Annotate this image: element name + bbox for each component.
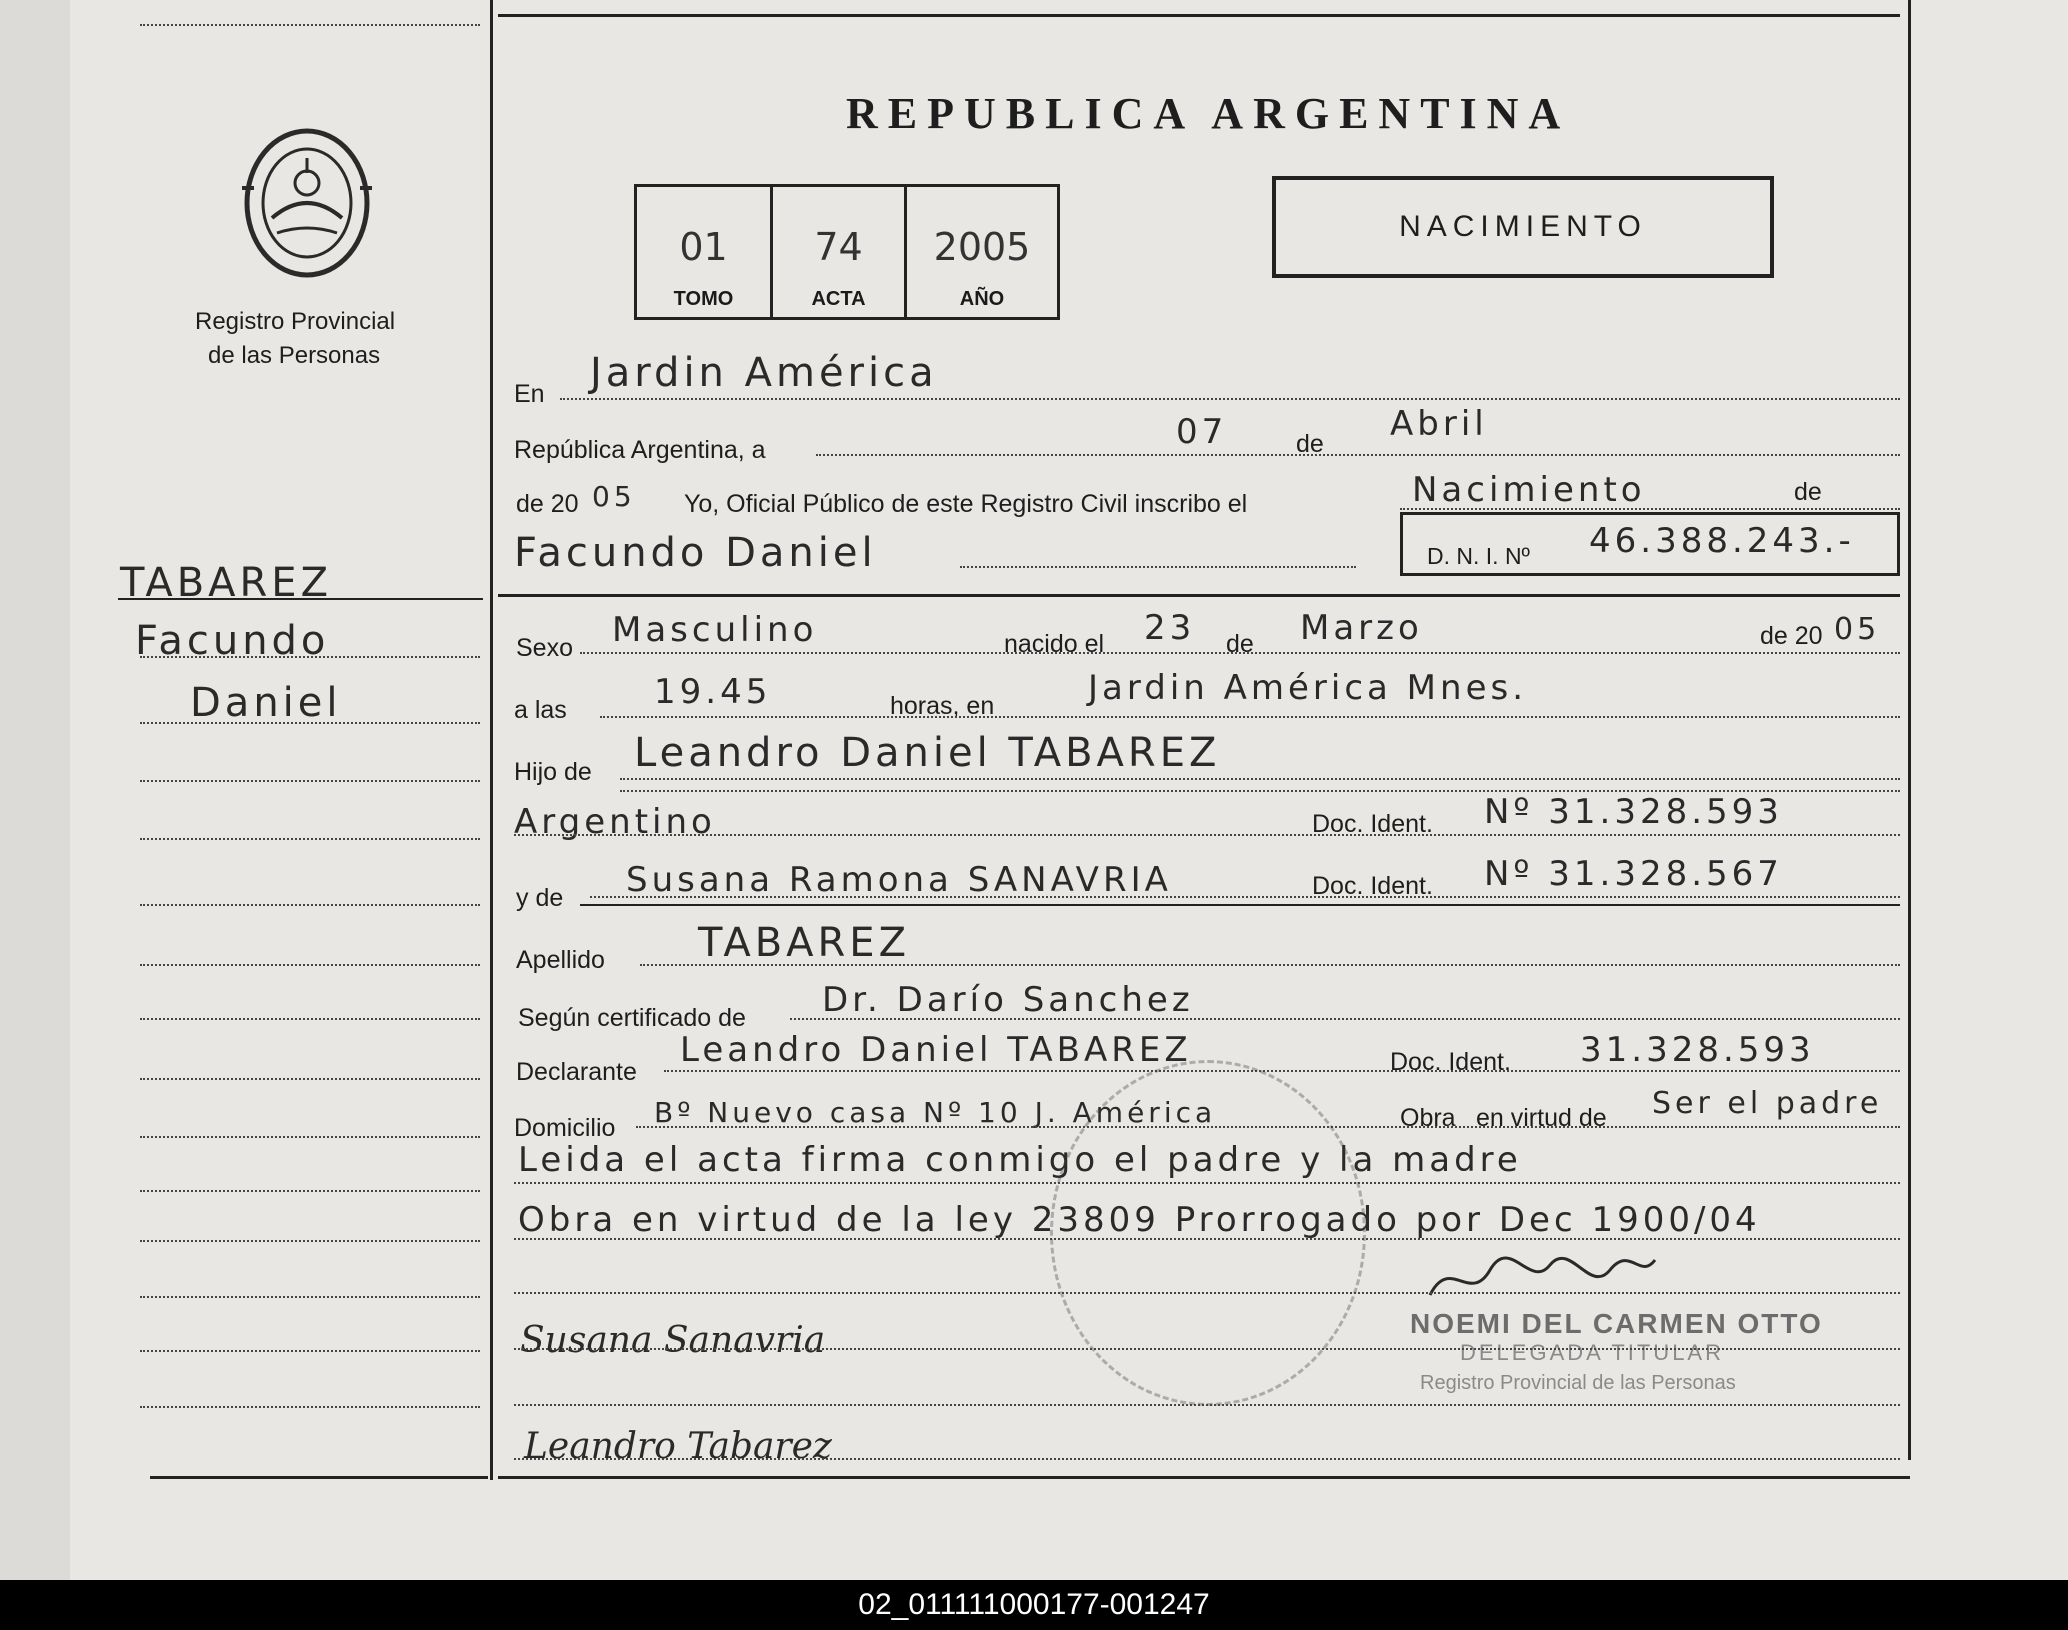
mother-name: Susana Ramona SANAVRIA [626, 860, 1172, 900]
margin-rule-1 [118, 598, 483, 600]
tomo-value: 01 [679, 225, 728, 269]
de-label: de [1296, 430, 1324, 458]
de-label-3: de [1226, 630, 1254, 658]
father-nationality: Argentino [514, 802, 716, 842]
apellido-value: TABAREZ [698, 920, 910, 966]
horas-label: horas, en [890, 692, 995, 720]
rule-declarante [664, 1070, 1900, 1072]
rule-sexo [580, 652, 1900, 654]
margin-rule [140, 780, 480, 782]
mother-signature: Susana Sanavria [520, 1320, 826, 1361]
tomo-label: TOMO [673, 288, 734, 310]
en-virtud-label: en virtud de [1476, 1104, 1607, 1132]
year-suffix: 05 [592, 480, 636, 513]
segun-value: Dr. Darío Sanchez [822, 980, 1194, 1020]
en-label: En [514, 380, 545, 408]
birth-place: Jardin América Mnes. [1088, 668, 1528, 708]
month-value: Abril [1390, 404, 1488, 444]
father-doc: Nº 31.328.593 [1484, 792, 1783, 832]
hour-value: 19.45 [654, 672, 772, 712]
person-value: Facundo Daniel [514, 530, 877, 576]
official-org: Registro Provincial de las Personas [1420, 1372, 1736, 1394]
volume-table [634, 184, 1060, 320]
rule-sig-4 [514, 1458, 1900, 1460]
father-name: Leandro Daniel TABAREZ [634, 730, 1221, 776]
yo-text: Yo, Oficial Público de este Registro Civil inscribo el [684, 490, 1248, 518]
mother-doc: Nº 31.328.567 [1484, 854, 1783, 894]
en-value: Jardin América [590, 350, 938, 396]
sexo-label: Sexo [516, 634, 573, 662]
domicilio-label: Domicilio [514, 1114, 616, 1142]
official-stamp [1050, 1060, 1366, 1406]
virtud-value: Ser el padre [1652, 1086, 1883, 1121]
margin-rule [140, 1240, 480, 1242]
anio-cell [907, 187, 1057, 317]
section-rule-2 [580, 904, 1900, 906]
margin-rule-2 [140, 656, 480, 658]
dni-value: 46.388.243.- [1589, 521, 1855, 561]
record-type-box [1272, 176, 1774, 278]
acta-cell [773, 187, 907, 317]
sexo-value: Masculino [612, 610, 818, 650]
anio-value: 2005 [933, 225, 1031, 269]
official-name: NOEMI DEL CARMEN OTTO [1410, 1308, 1823, 1339]
republica-label: República Argentina, a [514, 436, 766, 464]
margin-surname: TABAREZ [120, 560, 332, 606]
notes-line-2: Obra en virtud de la ley 23809 Prorrogado por Dec 1900/04 [518, 1200, 1761, 1240]
segun-label: Según certificado de [518, 1004, 746, 1032]
right-border [1908, 0, 1911, 1460]
margin-rule [140, 964, 480, 966]
rule-apellido [640, 964, 1900, 966]
dni-label: D. N. I. Nº [1427, 543, 1530, 569]
declarante-doc: 31.328.593 [1580, 1030, 1815, 1070]
margin-rule-3 [140, 722, 480, 724]
margin-rule [140, 1018, 480, 1020]
hijo-label: Hijo de [514, 758, 592, 786]
father-doc-label: Doc. Ident. [1312, 810, 1433, 838]
rule-en [560, 398, 1900, 400]
country-title: REPUBLICA ARGENTINA [846, 89, 1571, 138]
margin-rule [140, 1136, 480, 1138]
official-signature [1420, 1250, 1660, 1310]
day-value: 07 [1176, 412, 1228, 452]
apellido-label: Apellido [516, 946, 605, 974]
registry-name-line1: Registro Provincial [195, 308, 396, 335]
acta-value: 74 [814, 225, 863, 269]
anio-label: AÑO [959, 288, 1005, 310]
margin-name1: Facundo [135, 618, 330, 664]
declarante-doc-label: Doc. Ident. [1390, 1048, 1511, 1076]
margin-bottom-rule [150, 1476, 488, 1479]
margin-rule [140, 1406, 480, 1408]
rule-sig-1 [514, 1292, 1900, 1294]
rule-mother [590, 896, 1900, 898]
act-value: Nacimiento [1412, 470, 1646, 510]
official-title: DELEGADA TITULAR [1460, 1340, 1724, 1365]
father-signature: Leandro Tabarez [524, 1426, 832, 1467]
section-rule [498, 594, 1900, 597]
margin-rule [140, 904, 480, 906]
margin-rule [140, 1078, 480, 1080]
bottom-rule [498, 1476, 1910, 1479]
center-divider [490, 0, 493, 1480]
mother-doc-label: Doc. Ident. [1312, 872, 1433, 900]
rule-person [960, 566, 1356, 568]
nacido-label: nacido el [1004, 630, 1105, 658]
record-type: NACIMIENTO [1399, 210, 1647, 243]
rule-act [1400, 508, 1900, 510]
footer-bar [0, 1580, 2068, 1630]
dni-box [1400, 512, 1900, 576]
declarante-value: Leandro Daniel TABAREZ [680, 1030, 1192, 1070]
image-id-caption: 02_011111000177-001247 [858, 1588, 1210, 1621]
margin-rule [140, 838, 480, 840]
de-year-label: de 20 [516, 490, 579, 518]
obra-label: Obra [1400, 1104, 1456, 1132]
declarante-label: Declarante [516, 1058, 637, 1086]
rule-nationality [514, 834, 1900, 836]
rule-sig-3 [514, 1404, 1900, 1406]
a-las-label: a las [514, 696, 567, 724]
rule-hour [600, 716, 1900, 718]
tomo-cell [637, 187, 773, 317]
rule-segun [790, 1018, 1900, 1020]
notes-line-1: Leida el acta firma conmigo el padre y la madre [518, 1140, 1522, 1180]
top-rule [498, 14, 1900, 17]
birth-year-suffix: 05 [1834, 612, 1881, 647]
margin-rule [140, 1190, 480, 1192]
de-label-2: de [1794, 478, 1822, 506]
domicilio-value: Bº Nuevo casa Nº 10 J. América [654, 1096, 1217, 1129]
rule-father [620, 778, 1900, 780]
page-edge [0, 0, 70, 1580]
margin-name2: Daniel [190, 680, 342, 726]
birth-month: Marzo [1300, 608, 1423, 648]
province-seal [232, 118, 382, 288]
acta-label: ACTA [811, 288, 866, 310]
birth-year-label: de 20 [1760, 622, 1823, 650]
margin-rule [140, 1350, 480, 1352]
rule-date [816, 454, 1900, 456]
margin-rule [140, 1296, 480, 1298]
y-de-label: y de [516, 884, 564, 912]
rule-sig-2 [514, 1348, 1900, 1350]
sidebar-top-line [140, 24, 480, 26]
birth-day: 23 [1144, 608, 1196, 648]
registry-name-line2: de las Personas [208, 342, 381, 369]
